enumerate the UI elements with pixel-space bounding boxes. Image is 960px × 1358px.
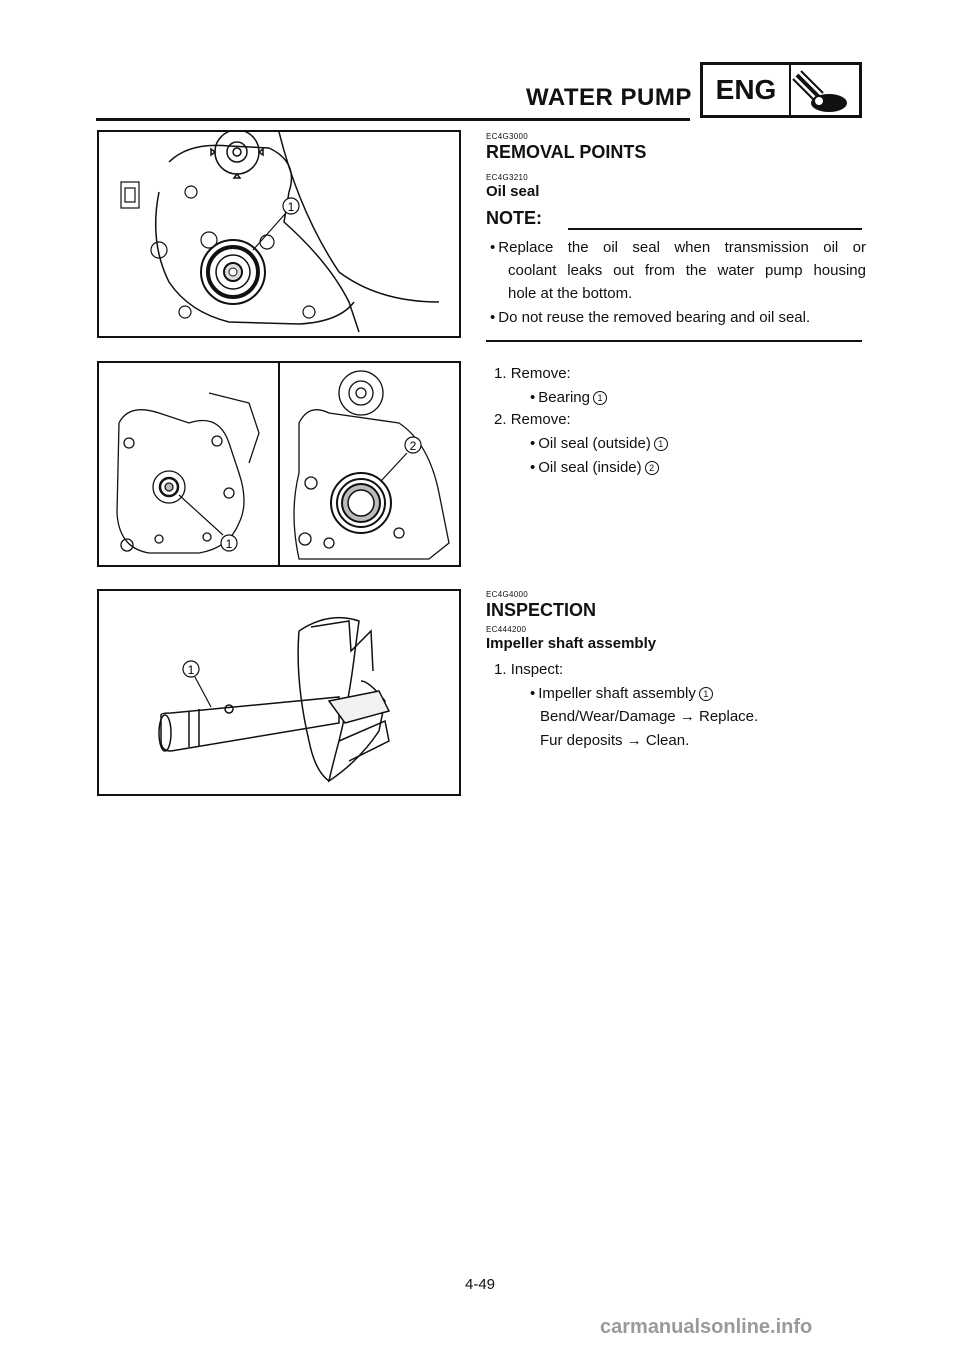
fig3-callout-1: 1 <box>187 663 195 677</box>
fig2-callout-2: 2 <box>409 439 417 453</box>
fig2-callout-1: 1 <box>225 537 233 551</box>
figure-oil-seal-housing <box>97 130 461 338</box>
step-2-item-2: • Oil seal (inside) 2 <box>530 456 659 479</box>
section-tag-box <box>700 62 862 118</box>
removal-code: EC4G3000 <box>486 132 528 141</box>
inspect-line-2: Fur deposits → Clean. <box>540 732 690 749</box>
note-top-rule <box>568 228 862 230</box>
step-2-item-1: • Oil seal (outside) 1 <box>530 432 668 455</box>
removal-subtitle: Oil seal <box>486 183 540 200</box>
note-item-1-cont: coolant leaks out from the water pump housing <box>508 262 866 279</box>
inspection-subcode: EC444200 <box>486 625 527 634</box>
inspect-line-1: Bend/Wear/Damage → Replace. <box>540 708 759 725</box>
removal-subcode: EC4G3210 <box>486 173 528 182</box>
note-bottom-rule <box>486 340 862 342</box>
step-1: 1. Remove: <box>494 365 571 382</box>
step-1-item: • Bearing 1 <box>530 386 607 409</box>
inspection-subtitle: Impeller shaft assembly <box>486 635 657 652</box>
note-item-2: • Do not reuse the removed bearing and oil seal. <box>490 306 810 329</box>
wrench-bolt-icon <box>789 69 851 115</box>
note-item-1-cont2: hole at the bottom. <box>508 285 633 302</box>
removal-title: REMOVAL POINTS <box>486 142 647 162</box>
section-tag: ENG <box>703 65 791 115</box>
figure-bearing-and-seals <box>97 361 461 567</box>
page-number: 4-49 <box>464 1276 496 1293</box>
inspect-item: • Impeller shaft assembly 1 <box>530 682 713 705</box>
note-label: NOTE: <box>486 208 542 228</box>
note-item-1: • Replace the oil seal when transmission oil or <box>490 236 866 259</box>
watermark: carmanualsonline.info <box>600 1316 813 1338</box>
figure-impeller-shaft <box>97 589 461 796</box>
inspection-code: EC4G4000 <box>486 590 528 599</box>
inspection-title: INSPECTION <box>486 600 597 620</box>
step-2: 2. Remove: <box>494 411 571 428</box>
header-rule <box>96 118 690 121</box>
fig1-callout-1: 1 <box>287 200 295 214</box>
inspect-step-1: 1. Inspect: <box>494 661 564 678</box>
page-title: WATER PUMP <box>526 84 692 111</box>
